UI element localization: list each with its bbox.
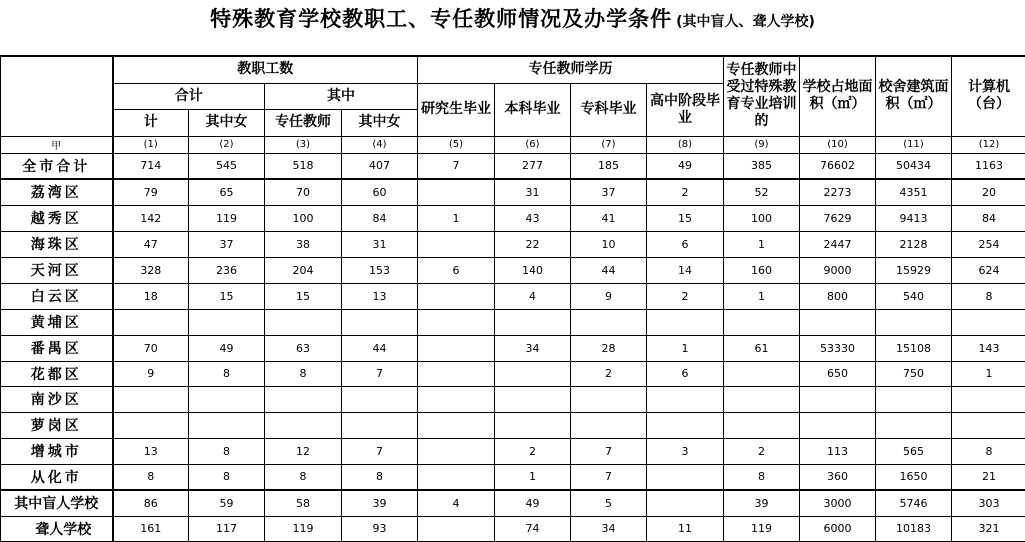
table-cell [952, 412, 1025, 438]
table-cell [724, 386, 800, 412]
table-cell [113, 412, 189, 438]
table-cell: 1 [418, 205, 495, 231]
table-cell: 8 [952, 438, 1025, 464]
row-label: 天河区 [1, 257, 113, 283]
index-label-cell: 甲 [1, 136, 113, 153]
table-cell: 565 [876, 438, 952, 464]
index-cell: (4) [342, 136, 418, 153]
table-cell: 1 [724, 231, 800, 257]
table-cell: 15 [265, 283, 342, 309]
table-cell [265, 309, 342, 335]
table-cell: 49 [189, 335, 265, 361]
col-fulltime-female-header: 其中女 [342, 109, 418, 136]
teacher-edu-group-header: 专任教师学历 [418, 56, 724, 83]
table-cell: 47 [113, 231, 189, 257]
table-cell: 303 [952, 490, 1025, 516]
table-cell [342, 309, 418, 335]
table-cell: 360 [800, 464, 876, 490]
index-cell: (1) [113, 136, 189, 153]
table-cell: 37 [189, 231, 265, 257]
table-cell [647, 386, 724, 412]
col-female-header: 其中女 [189, 109, 265, 136]
table-cell [113, 309, 189, 335]
table-cell [189, 386, 265, 412]
table-cell: 540 [876, 283, 952, 309]
table-cell: 10 [571, 231, 647, 257]
table-cell: 140 [495, 257, 571, 283]
table-cell: 84 [342, 205, 418, 231]
corner-header-cell [1, 56, 113, 136]
table-cell: 28 [571, 335, 647, 361]
table-cell: 7 [418, 153, 495, 179]
table-cell: 18 [113, 283, 189, 309]
table-cell: 12 [265, 438, 342, 464]
table-cell: 9 [113, 361, 189, 386]
table-cell: 161 [113, 516, 189, 541]
table-cell [876, 386, 952, 412]
table-cell [495, 309, 571, 335]
table-cell [647, 309, 724, 335]
index-cell: (6) [495, 136, 571, 153]
row-label: 全市合计 [1, 153, 113, 179]
table-cell: 7 [342, 361, 418, 386]
page-title: 特殊教育学校教职工、专任教师情况及办学条件 [210, 7, 672, 31]
table-cell: 7 [342, 438, 418, 464]
table-cell [342, 386, 418, 412]
table-cell: 1 [647, 335, 724, 361]
table-cell [495, 412, 571, 438]
table-cell: 21 [952, 464, 1025, 490]
table-cell [418, 386, 495, 412]
table-cell: 70 [113, 335, 189, 361]
table-cell [189, 309, 265, 335]
table-cell: 6 [647, 231, 724, 257]
index-cell: (5) [418, 136, 495, 153]
table-cell: 277 [495, 153, 571, 179]
row-label: 花都区 [1, 361, 113, 386]
table-cell: 65 [189, 179, 265, 205]
table-cell: 8 [265, 464, 342, 490]
row-label: 其中盲人学校 [1, 490, 113, 516]
table-cell: 142 [113, 205, 189, 231]
table-cell: 2 [495, 438, 571, 464]
table-cell [876, 412, 952, 438]
table-cell: 8 [265, 361, 342, 386]
table-cell: 37 [571, 179, 647, 205]
table-cell: 321 [952, 516, 1025, 541]
table-row [1, 361, 1025, 386]
table-cell [418, 438, 495, 464]
table-row [1, 464, 1025, 490]
table-cell: 185 [571, 153, 647, 179]
table-cell: 4 [495, 283, 571, 309]
table-cell: 13 [113, 438, 189, 464]
row-label: 越秀区 [1, 205, 113, 231]
table-cell: 407 [342, 153, 418, 179]
table-cell: 76602 [800, 153, 876, 179]
bachelor-header: 本科毕业 [495, 83, 571, 136]
table-cell: 8 [952, 283, 1025, 309]
page-subtitle: (其中盲人、聋人学校) [676, 14, 815, 30]
table-cell [418, 231, 495, 257]
table-cell: 39 [724, 490, 800, 516]
table-cell: 70 [265, 179, 342, 205]
table-cell: 6000 [800, 516, 876, 541]
table-row [1, 283, 1025, 309]
highschool-header: 高中阶段毕业 [647, 83, 724, 136]
table-cell [495, 386, 571, 412]
table-cell: 20 [952, 179, 1025, 205]
table-cell [418, 464, 495, 490]
table-cell: 53330 [800, 335, 876, 361]
table-cell: 2273 [800, 179, 876, 205]
grad-header: 研究生毕业 [418, 83, 495, 136]
table-cell: 60 [342, 179, 418, 205]
total-group-header: 合计 [113, 83, 265, 109]
table-cell: 15 [647, 205, 724, 231]
computers-header: 计算机（台） [952, 56, 1025, 136]
table-cell: 63 [265, 335, 342, 361]
table-cell: 44 [571, 257, 647, 283]
college-header: 专科毕业 [571, 83, 647, 136]
table-cell: 2 [571, 361, 647, 386]
land-area-header: 学校占地面积（㎡） [800, 56, 876, 136]
table-row [1, 231, 1025, 257]
table-cell: 2447 [800, 231, 876, 257]
table-cell: 2 [647, 283, 724, 309]
table-cell: 518 [265, 153, 342, 179]
table-cell: 11 [647, 516, 724, 541]
table-cell [418, 361, 495, 386]
table-row [1, 309, 1025, 335]
table-cell [113, 386, 189, 412]
table-cell: 153 [342, 257, 418, 283]
index-cell: (12) [952, 136, 1025, 153]
table-cell [342, 412, 418, 438]
table-cell: 52 [724, 179, 800, 205]
table-cell: 10183 [876, 516, 952, 541]
table-cell [800, 386, 876, 412]
table-cell: 385 [724, 153, 800, 179]
table-row [1, 412, 1025, 438]
table-cell: 93 [342, 516, 418, 541]
table-cell [571, 386, 647, 412]
row-label: 南沙区 [1, 386, 113, 412]
table-cell: 9413 [876, 205, 952, 231]
table-cell: 2 [724, 438, 800, 464]
table-cell: 34 [495, 335, 571, 361]
table-cell: 14 [647, 257, 724, 283]
table-cell: 15108 [876, 335, 952, 361]
table-cell [418, 309, 495, 335]
table-cell: 43 [495, 205, 571, 231]
table-cell: 15929 [876, 257, 952, 283]
table-cell: 119 [189, 205, 265, 231]
index-cell: (8) [647, 136, 724, 153]
table-cell: 84 [952, 205, 1025, 231]
table-cell: 79 [113, 179, 189, 205]
col-fulltime-teacher-header: 专任教师 [265, 109, 342, 136]
table-cell [647, 464, 724, 490]
table-cell: 74 [495, 516, 571, 541]
table-cell: 1 [952, 361, 1025, 386]
table-row [1, 153, 1025, 179]
table-cell: 545 [189, 153, 265, 179]
table-cell: 8 [189, 464, 265, 490]
table-cell: 38 [265, 231, 342, 257]
table-cell: 9000 [800, 257, 876, 283]
table-cell [724, 309, 800, 335]
table-cell: 8 [342, 464, 418, 490]
row-label: 增城市 [1, 438, 113, 464]
table-cell: 160 [724, 257, 800, 283]
table-cell: 254 [952, 231, 1025, 257]
table-cell: 39 [342, 490, 418, 516]
table-cell: 143 [952, 335, 1025, 361]
table-cell [800, 412, 876, 438]
table-cell: 15 [189, 283, 265, 309]
table-cell: 113 [800, 438, 876, 464]
table-cell: 7 [571, 438, 647, 464]
table-cell: 8 [724, 464, 800, 490]
table-cell: 714 [113, 153, 189, 179]
table-row [1, 205, 1025, 231]
row-label: 白云区 [1, 283, 113, 309]
table-cell: 1650 [876, 464, 952, 490]
row-label: 荔湾区 [1, 179, 113, 205]
table-cell [265, 386, 342, 412]
table-cell: 8 [189, 438, 265, 464]
table-cell: 49 [495, 490, 571, 516]
table-cell: 9 [571, 283, 647, 309]
table-cell [418, 412, 495, 438]
index-cell: (10) [800, 136, 876, 153]
table-cell: 6 [647, 361, 724, 386]
statistics-table [0, 55, 1025, 542]
table-cell [265, 412, 342, 438]
row-label: 海珠区 [1, 231, 113, 257]
index-row [1, 136, 1025, 153]
index-cell: (2) [189, 136, 265, 153]
table-cell: 5 [571, 490, 647, 516]
table-cell: 5746 [876, 490, 952, 516]
table-cell: 117 [189, 516, 265, 541]
table-cell: 34 [571, 516, 647, 541]
table-cell: 624 [952, 257, 1025, 283]
row-label: 黄埔区 [1, 309, 113, 335]
table-row [1, 490, 1025, 516]
table-cell: 2128 [876, 231, 952, 257]
table-cell [571, 309, 647, 335]
table-cell: 7629 [800, 205, 876, 231]
table-cell: 236 [189, 257, 265, 283]
table-cell: 119 [265, 516, 342, 541]
table-cell: 1 [724, 283, 800, 309]
table-row [1, 516, 1025, 541]
staff-group-header: 教职工数 [113, 56, 418, 83]
row-label: 萝岗区 [1, 412, 113, 438]
table-cell [418, 283, 495, 309]
table-cell [724, 412, 800, 438]
table-cell [189, 412, 265, 438]
table-cell: 100 [265, 205, 342, 231]
table-cell: 13 [342, 283, 418, 309]
col-total-header: 计 [113, 109, 189, 136]
table-cell: 31 [495, 179, 571, 205]
row-label: 从化市 [1, 464, 113, 490]
table-cell: 4351 [876, 179, 952, 205]
table-cell: 4 [418, 490, 495, 516]
table-cell [876, 309, 952, 335]
table-cell: 100 [724, 205, 800, 231]
table-cell: 44 [342, 335, 418, 361]
table-cell: 1163 [952, 153, 1025, 179]
table-cell: 204 [265, 257, 342, 283]
trained-teachers-header: 专任教师中受过特殊教育专业培训的 [724, 56, 800, 136]
table-cell: 800 [800, 283, 876, 309]
row-label: 番禺区 [1, 335, 113, 361]
table-cell: 8 [189, 361, 265, 386]
table-cell: 3 [647, 438, 724, 464]
table-cell: 6 [418, 257, 495, 283]
index-cell: (11) [876, 136, 952, 153]
table-cell: 22 [495, 231, 571, 257]
table-cell: 750 [876, 361, 952, 386]
table-cell: 58 [265, 490, 342, 516]
table-row [1, 438, 1025, 464]
table-row [1, 257, 1025, 283]
table-cell: 119 [724, 516, 800, 541]
table-cell: 41 [571, 205, 647, 231]
table-cell [571, 412, 647, 438]
table-cell [495, 361, 571, 386]
table-row [1, 179, 1025, 205]
table-cell: 61 [724, 335, 800, 361]
of-which-group-header: 其中 [265, 83, 418, 109]
table-row [1, 386, 1025, 412]
table-cell: 1 [495, 464, 571, 490]
building-area-header: 校舍建筑面积（㎡） [876, 56, 952, 136]
table-cell [647, 412, 724, 438]
table-cell [952, 386, 1025, 412]
table-cell [724, 361, 800, 386]
table-cell: 7 [571, 464, 647, 490]
table-cell: 650 [800, 361, 876, 386]
table-cell [647, 490, 724, 516]
table-cell [952, 309, 1025, 335]
title-bar [0, 0, 1025, 38]
table-cell [418, 516, 495, 541]
table-cell: 31 [342, 231, 418, 257]
index-cell: (3) [265, 136, 342, 153]
index-cell: (7) [571, 136, 647, 153]
table-cell: 8 [113, 464, 189, 490]
table-cell: 2 [647, 179, 724, 205]
table-cell: 3000 [800, 490, 876, 516]
table-cell [418, 335, 495, 361]
row-label: 聋人学校 [1, 516, 113, 541]
table-row [1, 335, 1025, 361]
table-cell: 49 [647, 153, 724, 179]
index-cell: (9) [724, 136, 800, 153]
table-cell: 59 [189, 490, 265, 516]
table-cell: 50434 [876, 153, 952, 179]
table-cell [800, 309, 876, 335]
table-cell: 86 [113, 490, 189, 516]
table-cell: 328 [113, 257, 189, 283]
table-cell [418, 179, 495, 205]
